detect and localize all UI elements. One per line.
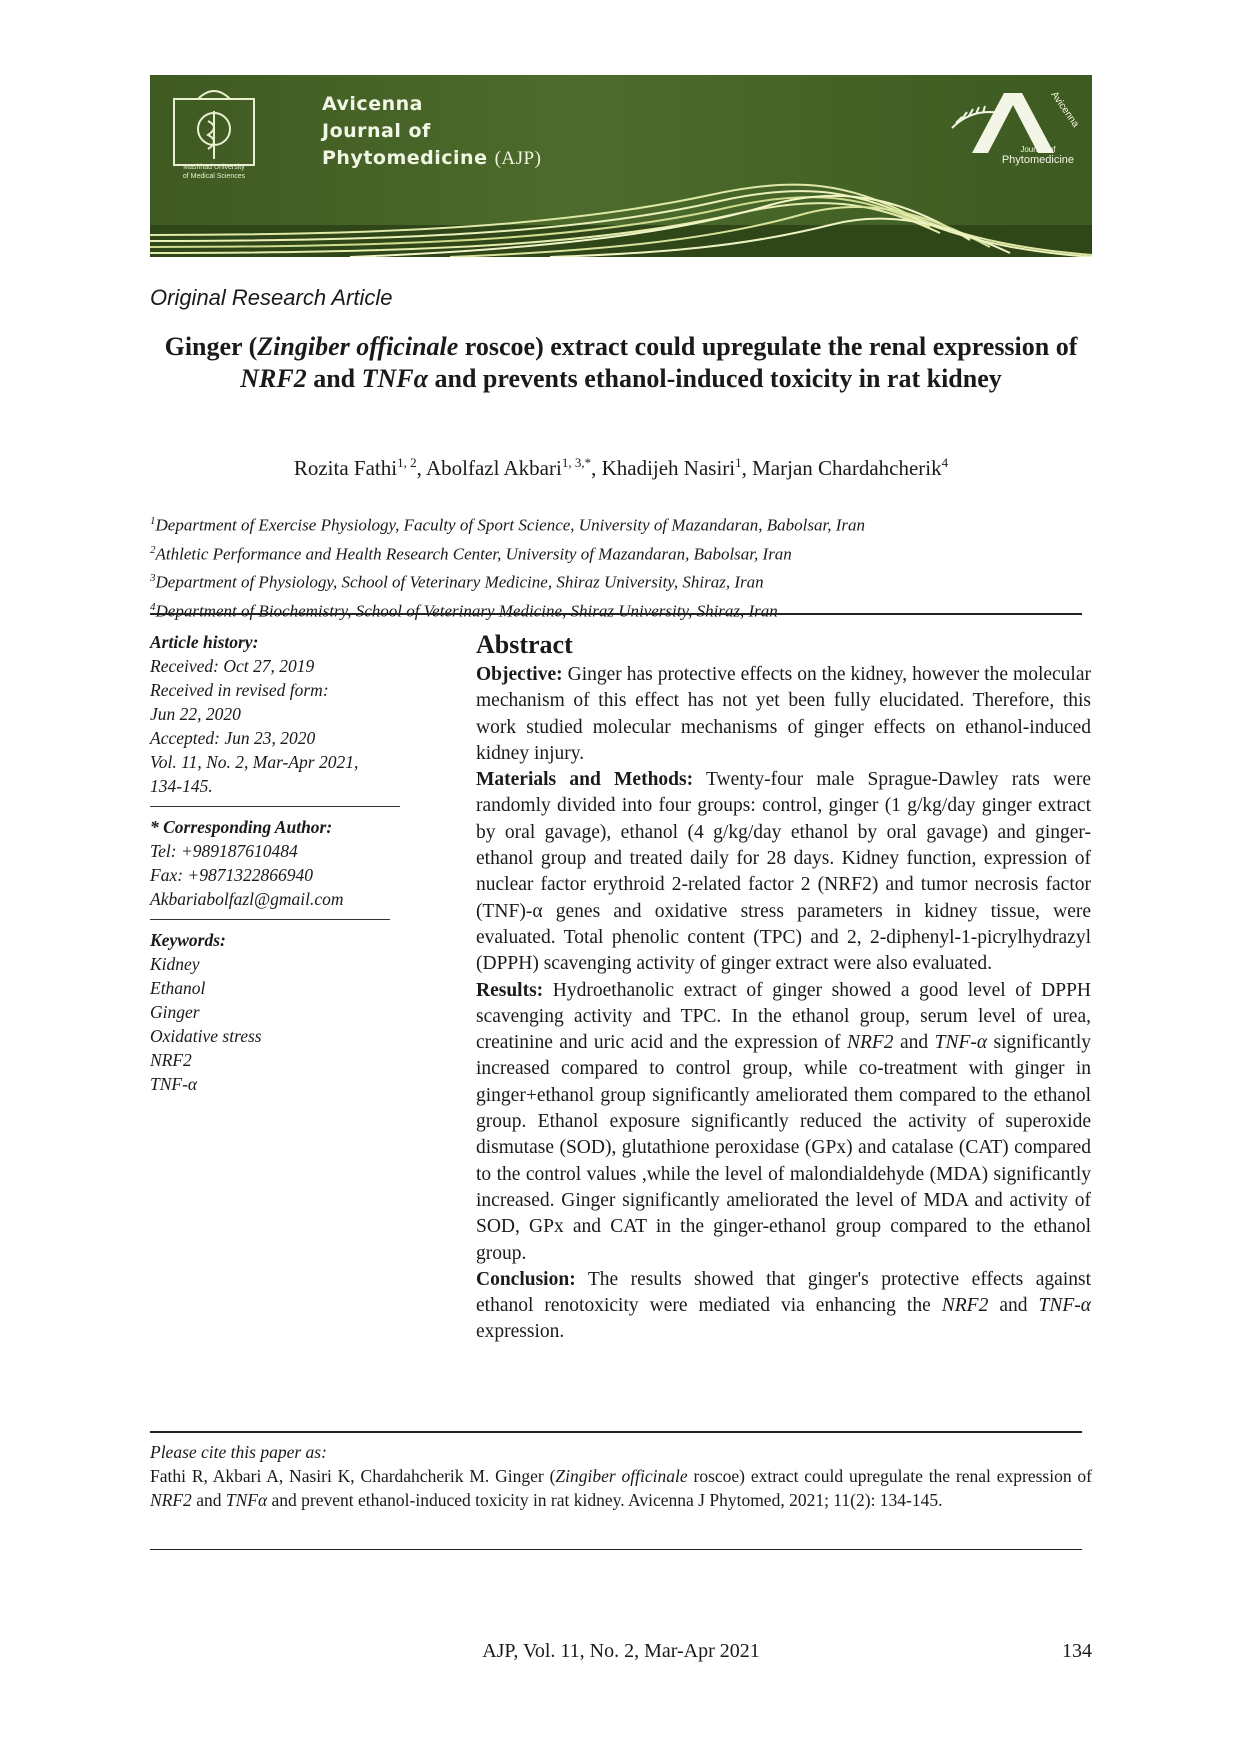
author-separator: , bbox=[741, 456, 753, 480]
abstract-objective bbox=[476, 662, 1091, 767]
article-type: Original Research Article bbox=[150, 285, 393, 310]
citation-box bbox=[150, 1440, 1092, 1512]
affiliation-text: Athletic Performance and Health Research Center, University of Mazandaran, Babolsar, Iran bbox=[155, 544, 792, 564]
methods-label: Materials and Methods: bbox=[476, 769, 694, 791]
corresponding-heading: * Corresponding Author: bbox=[150, 817, 333, 837]
author-separator: , bbox=[591, 456, 602, 480]
conclusion-gene: TNF-α bbox=[1038, 1295, 1091, 1317]
conclusion-text: expression. bbox=[476, 1321, 565, 1343]
footer-journal-info: AJP, Vol. 11, No. 2, Mar-Apr 2021 bbox=[482, 1640, 760, 1662]
journal-abbreviation: (AJP) bbox=[494, 148, 542, 169]
author-name: Rozita Fathi bbox=[293, 456, 398, 480]
university-name-line: of Medical Sciences bbox=[182, 173, 246, 180]
abstract-conclusion bbox=[476, 1267, 1091, 1346]
title-gene: TNFα bbox=[361, 364, 429, 393]
author-affiliation-sup: 1 bbox=[735, 455, 742, 470]
section-divider bbox=[150, 613, 1082, 615]
history-line: Received: Oct 27, 2019 bbox=[150, 656, 315, 676]
citation-part: and prevent ethanol-induced toxicity in rat kidney. Avicenna J Phytomed, 2021; 11(2): 134-145. bbox=[267, 1490, 943, 1510]
author-affiliation-sup: 4 bbox=[941, 455, 949, 470]
ajp-logo-small-text: Journal of bbox=[1020, 145, 1056, 154]
keyword: Oxidative stress bbox=[150, 1026, 262, 1046]
author bbox=[426, 456, 602, 480]
author-name: Abolfazl Akbari bbox=[425, 456, 562, 480]
abstract-results bbox=[476, 978, 1091, 1267]
results-text: significantly increased compared to control group, while co-treatment with ginger in ginger+ethanol group significantly ameliorated them compared to the ethanol group. Ethanol exposure significantly reduced the activity of superoxide dismutase (SOD), glutathione peroxidase (GPx) and catalase (CAT) compared to the control values ,while the level of malondialdehyde (MDA) significantly increased. Ginger significantly ameliorated the level of MDA and activity of SOD, GPx and CAT in the ginger-ethanol group compared to the ethanol group. bbox=[476, 1032, 1092, 1264]
affiliation bbox=[150, 509, 1092, 538]
objective-label: Objective: bbox=[476, 664, 563, 685]
author bbox=[752, 456, 948, 480]
author-affiliation-sup: 1, 3,* bbox=[561, 455, 592, 470]
author-affiliation-sup: 1, 2 bbox=[397, 455, 417, 470]
author bbox=[602, 456, 753, 480]
title-gene: NRF2 bbox=[240, 364, 307, 393]
citation-gene: NRF2 bbox=[150, 1490, 192, 1510]
history-line: 134-145. bbox=[150, 776, 213, 796]
conclusion-text: and bbox=[988, 1295, 1039, 1317]
affiliation bbox=[150, 538, 1092, 567]
objective-text: Ginger has protective effects on the kidney, however the molecular mechanism of this effect has not yet been fully elucidated. Therefore, this work studied molecular mechanisms of ginger effects on ethanol-induced kidney injury. bbox=[476, 664, 1091, 764]
title-text: Ginger ( bbox=[164, 332, 258, 361]
abstract-methods bbox=[476, 767, 1091, 977]
university-name-line: Mashhad University bbox=[183, 164, 245, 171]
citation-gene: TNFα bbox=[225, 1490, 268, 1510]
citation-bottom-divider bbox=[150, 1549, 1082, 1550]
conclusion-gene: NRF2 bbox=[941, 1295, 989, 1317]
university-logo-text bbox=[158, 163, 270, 181]
corresponding-email[interactable]: Akbariabolfazl@gmail.com bbox=[150, 889, 344, 909]
history-line: Received in revised form: bbox=[150, 680, 329, 700]
history-line: Accepted: Jun 23, 2020 bbox=[150, 728, 316, 748]
conclusion-text: The results showed that ginger's protective effects against ethanol renotoxicity were mediated via enhancing the bbox=[476, 1268, 1091, 1317]
ajp-logo-text bbox=[1002, 145, 1074, 166]
citation-part: roscoe) extract could upregulate the renal expression of bbox=[687, 1466, 1092, 1486]
affiliation-number: 3 bbox=[150, 572, 156, 585]
title-species: Zingiber officinale bbox=[257, 332, 459, 361]
history-line: Vol. 11, No. 2, Mar-Apr 2021, bbox=[150, 752, 359, 772]
affiliation-text: Department of Physiology, School of Veterinary Medicine, Shiraz University, Shiraz, Iran bbox=[155, 572, 764, 592]
results-text: and bbox=[893, 1032, 935, 1054]
article-history bbox=[150, 630, 410, 798]
abstract-heading: Abstract bbox=[476, 630, 573, 659]
citation-text bbox=[150, 1464, 1092, 1512]
ajp-logo bbox=[942, 83, 1082, 183]
affiliation-number: 1 bbox=[150, 515, 156, 527]
title-text: and prevents ethanol-induced toxicity in rat kidney bbox=[428, 364, 1002, 393]
page-number: 134 bbox=[1062, 1640, 1092, 1662]
corresponding-tel: Tel: +989187610484 bbox=[150, 841, 298, 861]
journal-name bbox=[322, 91, 541, 172]
author-separator: , bbox=[416, 456, 426, 480]
corresponding-author bbox=[150, 815, 410, 911]
affiliation-list bbox=[150, 509, 1092, 624]
journal-banner bbox=[150, 75, 1092, 257]
citation-top-divider bbox=[150, 1431, 1082, 1433]
affiliation bbox=[150, 595, 1092, 624]
article-history-heading: Article history: bbox=[150, 632, 259, 652]
keyword: Ginger bbox=[150, 1002, 200, 1022]
affiliation-number: 2 bbox=[150, 543, 156, 556]
results-label: Results: bbox=[476, 979, 544, 1001]
citation-part: Fathi R, Akbari A, Nasiri K, Chardahcherik M. Ginger ( bbox=[150, 1466, 556, 1486]
citation-part: and bbox=[191, 1490, 226, 1510]
title-text: and bbox=[306, 364, 362, 393]
journal-name-line: Avicenna bbox=[322, 93, 423, 115]
citation-heading: Please cite this paper as: bbox=[150, 1442, 327, 1462]
author-name: Marjan Chardahcherik bbox=[752, 456, 942, 480]
ajp-logo-big-text: Phytomedicine bbox=[1001, 154, 1074, 166]
citation-species: Zingiber officinale bbox=[555, 1466, 688, 1486]
affiliation-number: 4 bbox=[150, 600, 156, 613]
keywords-heading: Keywords: bbox=[150, 930, 226, 950]
ajp-logo-arc-text: Avicenna bbox=[1048, 89, 1081, 130]
methods-text: Twenty-four male Sprague-Dawley rats were randomly divided into four groups: control, ginger (1 g/kg/day ginger extract by oral gavage), ethanol (4 g/kg/day ethanol by oral gavage) and ginger-ethanol group and treated daily for 28 days. Kidney function, expression of nuclear factor erythroid 2-related factor 2 (NRF2) and tumor necrosis factor (TNF)-α genes and oxidative stress parameters in kidney tissue, were evaluated. Total phenolic content (TPC) and 2, 2-diphenyl-1-picrylhydrazyl (DPPH) scavenging activity of ginger extract were also evaluated. bbox=[476, 769, 1091, 975]
keyword: NRF2 bbox=[150, 1050, 192, 1070]
info-divider bbox=[150, 919, 390, 920]
affiliation-text: Department of Biochemistry, School of Veterinary Medicine, Shiraz University, Shiraz, Iran bbox=[155, 601, 778, 621]
keywords bbox=[150, 928, 410, 1096]
keyword: Ethanol bbox=[150, 978, 206, 998]
author-list bbox=[150, 455, 1092, 481]
abstract bbox=[476, 630, 1091, 1346]
keyword: Kidney bbox=[150, 954, 200, 974]
author-name: Khadijeh Nasiri bbox=[601, 456, 736, 480]
corresponding-fax: Fax: +9871322866940 bbox=[150, 865, 313, 885]
results-gene: NRF2 bbox=[846, 1032, 894, 1054]
paper-title bbox=[140, 331, 1102, 395]
history-line: Jun 22, 2020 bbox=[150, 704, 241, 724]
affiliation-text: Department of Exercise Physiology, Faculty of Sport Science, University of Mazandaran, Babolsar, Iran bbox=[155, 515, 865, 535]
conclusion-label: Conclusion: bbox=[476, 1268, 576, 1290]
title-text: roscoe) extract could upregulate the renal expression of bbox=[458, 332, 1078, 361]
keyword: TNF-α bbox=[150, 1074, 198, 1094]
journal-name-line: Journal of bbox=[322, 120, 431, 142]
affiliation bbox=[150, 566, 1092, 595]
author bbox=[294, 456, 426, 480]
article-info-column bbox=[150, 630, 410, 1096]
results-text: Hydroethanolic extract of ginger showed a good level of DPPH scavenging activity and TPC. In the ethanol group, serum level of urea, creatinine and uric acid and the expression of bbox=[476, 979, 1091, 1054]
info-divider bbox=[150, 806, 400, 807]
results-gene: TNF-α bbox=[934, 1032, 988, 1054]
journal-name-line: Phytomedicine bbox=[322, 147, 488, 169]
